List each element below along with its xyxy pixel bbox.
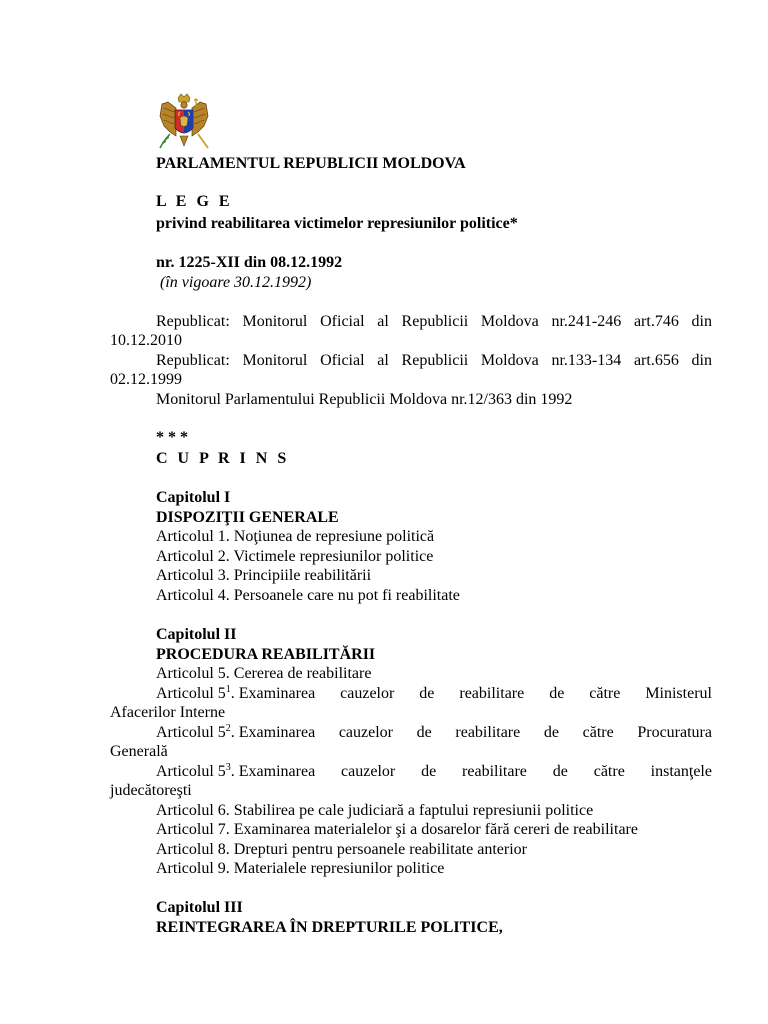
toc-word: cauzelor <box>340 685 395 702</box>
toc-article-cont: Afacerilor Interne <box>110 704 226 721</box>
toc-word: către <box>589 685 621 702</box>
toc-article-justified <box>156 762 712 781</box>
chapter-number: Capitolul I <box>156 489 231 506</box>
toc-article-justified <box>156 684 712 703</box>
separator-stars: * * * <box>156 429 188 446</box>
publication-line-cont: 02.12.1999 <box>110 371 182 388</box>
toc-word: cauzelor <box>341 763 396 780</box>
toc-article-cont: Generală <box>110 743 168 760</box>
toc-word: de <box>543 724 559 741</box>
chapter-title: PROCEDURA REABILITĂRII <box>156 646 376 663</box>
toc-article: Articolul 4. Persoanele care nu pot fi reabilitate <box>156 587 460 604</box>
chapter-number: Capitolul III <box>156 899 243 916</box>
toc-word: reabilitare <box>455 724 521 741</box>
toc-word: reabilitare <box>462 763 527 780</box>
toc-word: către <box>582 724 614 741</box>
publication-line: Republicat: Monitorul Oficial al Republicii Moldova nr.241-246 art.746 din <box>156 313 712 330</box>
toc-word: de <box>421 763 437 780</box>
publication-line-cont: 10.12.2010 <box>110 332 182 349</box>
toc-article: Articolul 8. Drepturi pentru persoanele reabilitate anterior <box>156 841 527 858</box>
toc-article: Articolul 1. Noţiunea de represiune politică <box>156 528 435 545</box>
toc-article: Articolul 9. Materialele represiunilor politice <box>156 860 445 877</box>
toc-word: reabilitare <box>459 685 525 702</box>
toc-word: către <box>593 763 625 780</box>
toc-word: Articolul $5^3$. Examinarea <box>156 762 316 780</box>
in-force-date: (în vigoare 30.12.1992) <box>160 274 312 291</box>
toc-word: de <box>416 724 432 741</box>
toc-word: Articolul $5^2$. Examinarea <box>156 723 316 741</box>
coat-of-arms-icon <box>154 92 214 152</box>
toc-article-justified <box>156 723 712 742</box>
toc-article: Articolul 7. Examinarea materialelor şi a dosarelor fără cereri de reabilitare <box>156 821 638 838</box>
law-title: privind reabilitarea victimelor represiunilor politice* <box>156 215 518 232</box>
toc-article: Articolul 2. Victimele represiunilor politice <box>156 548 434 565</box>
toc-word: de <box>549 685 565 702</box>
chapter-title: DISPOZIŢII GENERALE <box>156 509 339 526</box>
contents-heading: C U P R I N S <box>156 450 290 467</box>
toc-word: Procuratura <box>637 724 712 741</box>
doc-type-heading: L E G E <box>156 193 233 210</box>
publication-line: Monitorul Parlamentului Republicii Moldova nr.12/363 din 1992 <box>156 391 573 408</box>
toc-word: cauzelor <box>338 724 393 741</box>
toc-article: Articolul 3. Principiile reabilitării <box>156 567 372 584</box>
chapter-number: Capitolul II <box>156 626 237 643</box>
toc-word: Articolul $5^1$. Examinarea <box>156 684 316 702</box>
toc-article: Articolul 6. Stabilirea pe cale judiciară a faptului represiunii politice <box>156 802 594 819</box>
law-number: nr. 1225-XII din 08.12.1992 <box>156 254 343 271</box>
toc-article-cont: judecătoreşti <box>110 782 192 799</box>
toc-word: de <box>552 763 568 780</box>
toc-word: instanţele <box>650 763 712 780</box>
chapter-title: REINTEGRAREA ÎN DREPTURILE POLITICE, <box>156 919 503 936</box>
publication-line: Republicat: Monitorul Oficial al Republicii Moldova nr.133-134 art.656 din <box>156 352 712 369</box>
toc-word: de <box>419 685 435 702</box>
parliament-heading: PARLAMENTUL REPUBLICII MOLDOVA <box>156 155 466 172</box>
toc-article: Articolul 5. Cererea de reabilitare <box>156 665 372 682</box>
toc-word: Ministerul <box>645 685 712 702</box>
